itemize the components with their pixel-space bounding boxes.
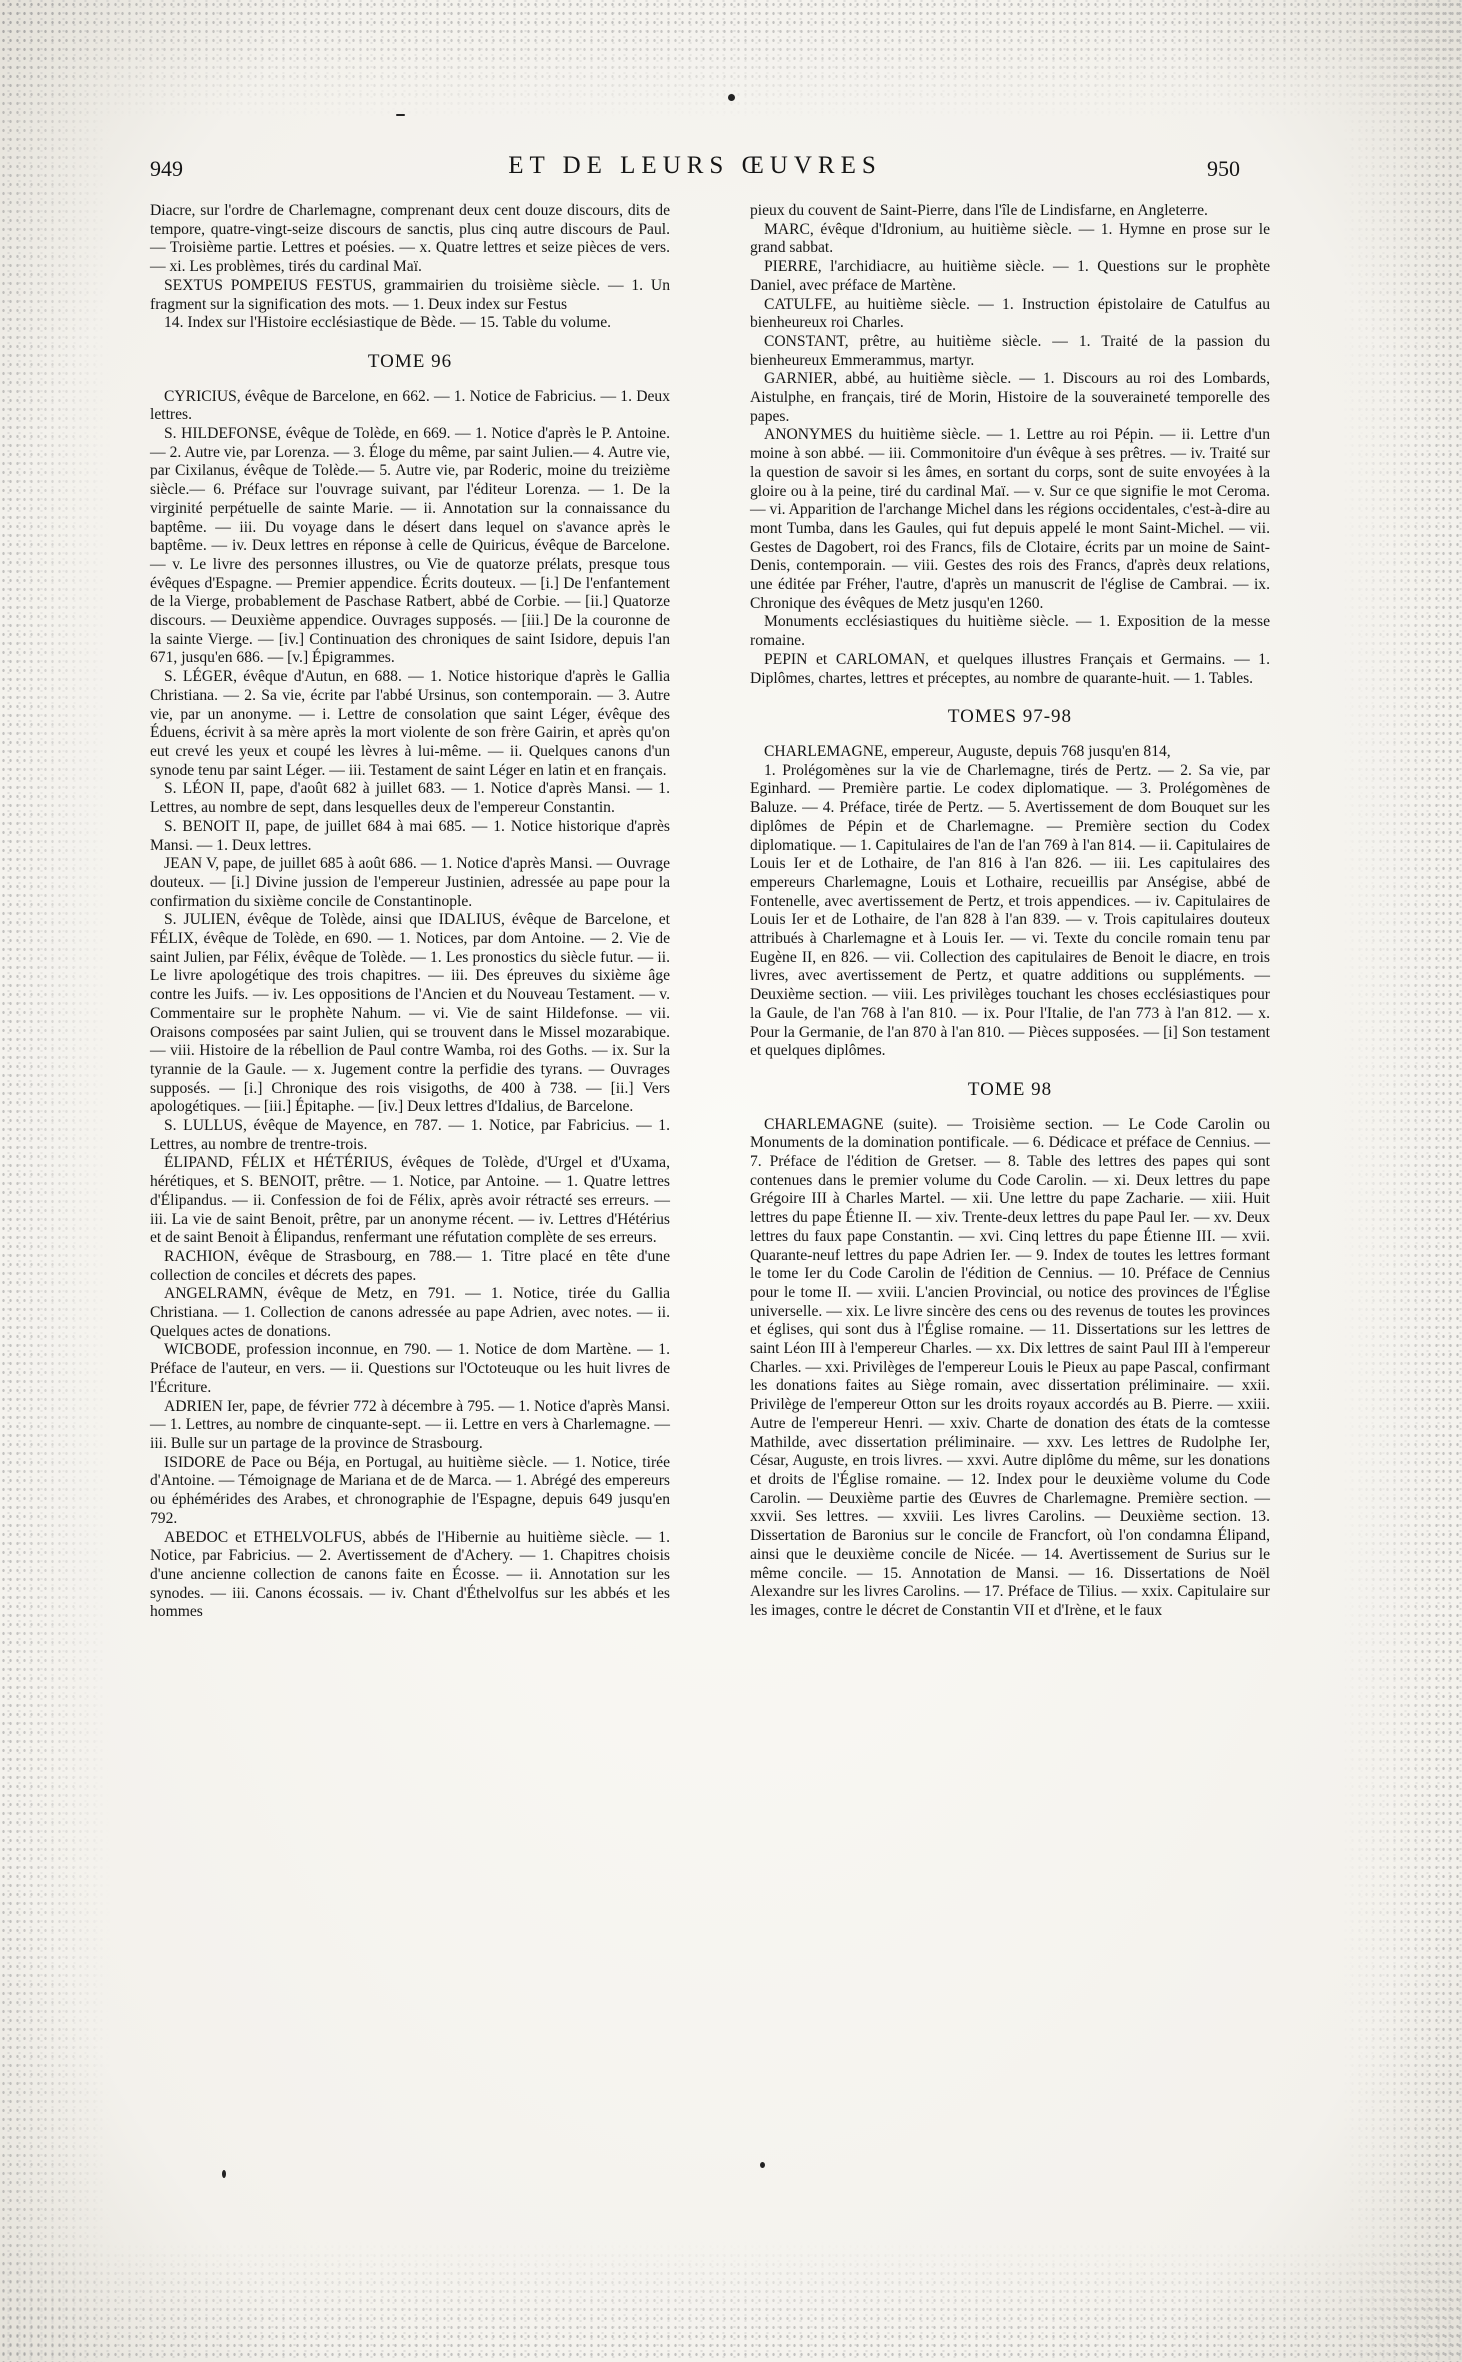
page-number-left: 949 <box>150 156 183 181</box>
entry-paragraph: S. HILDEFONSE, évêque de Tolède, en 669. — 1. Notice d'après le P. Antoine. — 2. Autre vie, par Lorenza. — 3. Éloge du même, par saint Julien.— 4. Autre vie, par Cixilanus, évêque de Tolède.— 5. Autre vie, par Roderic, moine du treizième siècle.— 6. Préface sur l'ouvrage suivant, par l'éditeur Lorenza. — 1. De la virginité perpétuelle de sainte Marie. — ii. Annotation sur la connaissance du baptême. — iii. Du voyage dans le désert dans lequel on s'avance après le baptême. — iv. Deux lettres en réponse à celle de Quiricus, évêque de Barcelone. — v. Le livre des personnes illustres, ou Vie de quatorze prélats, presque tous évêques d'Espagne. — Premier appendice. Écrits douteux. — [i.] De l'enfantement de la Vierge, probablement de Paschase Ratbert, abbé de Corbie. — [ii.] Quatorze discours. — Deuxième appendice. Ouvrages supposés. — [iii.] De la couronne de la sainte Vierge. — [iv.] Continuation des chroniques de saint Isidore, depuis l'an 671, jusqu'en 686. — [v.] Épigrammes. <box>150 425 670 667</box>
entry-paragraph: WICBODE, profession inconnue, en 790. — 1. Notice de dom Martène. — 1. Préface de l'auteur, en vers. — ii. Questions sur l'Octoteuque ou les huit livres de l'Écriture. <box>150 1341 670 1396</box>
entry-paragraph: ÉLIPAND, FÉLIX et HÉTÉRIUS, évêques de Tolède, d'Urgel et d'Uxama, hérétiques, et S. BENOIT, prêtre. — 1. Notice, par Antoine. — 1. Quatre lettres d'Élipandus. — ii. Confession de foi de Félix, après avoir rétracté ses erreurs. — iii. La vie de saint Benoit, prêtre, par un anonyme récent. — iv. Lettres d'Hétérius et de saint Benoit à Élipandus, renfermant une réfutation complète de ses erreurs. <box>150 1154 670 1247</box>
entry-paragraph: ANONYMES du huitième siècle. — 1. Lettre au roi Pépin. — ii. Lettre d'un moine à son abbé. — iii. Commonitoire d'un évêque à ses prêtres. — iv. Traité sur la question de savoir si les âmes, en sortant du corps, sont de suite envoyées à la gloire ou à la peine, tiré du cardinal Maï. — v. Sur ce que signifie le mot Ceroma. — vi. Apparition de l'archange Michel dans les régions occidentales, c'est-à-dire au mont Tumba, dans les Gaules, qui fut depuis appelé le mont Saint-Michel. — vii. Gestes de Dagobert, roi des Francs, fils de Clotaire, écrits par un moine de Saint-Denis, contemporain. — viii. Gestes des rois des Francs, d'après deux relations, une éditée par Fréher, l'autre, d'après un manuscrit de l'église de Cambrai. — ix. Chronique des évêques de Metz jusqu'en 1260. <box>750 426 1270 612</box>
entry-paragraph: S. LULLUS, évêque de Mayence, en 787. — 1. Notice, par Fabricius. — 1. Lettres, au nombre de trentre-trois. <box>150 1117 670 1153</box>
page-number-right: 950 <box>1207 156 1240 181</box>
entry-paragraph: Monuments ecclésiastiques du huitième siècle. — 1. Exposition de la messe romaine. <box>750 613 1270 650</box>
entry-paragraph: ADRIEN Ier, pape, de février 772 à décembre à 795. — 1. Notice d'après Mansi. — 1. Lettres, au nombre de cinquante-sept. — ii. Lettre en vers à Charlemagne. — iii. Bulle sur un partage de la province de Strasbourg. <box>150 1397 670 1452</box>
tome-heading: TOMES 97-98 <box>947 706 1073 728</box>
entry-paragraph: S. JULIEN, évêque de Tolède, ainsi que IDALIUS, évêque de Barcelone, et FÉLIX, évêque de Tolède, en 690. — 1. Notices, par dom Antoine. — 2. Vie de saint Julien, par Félix, évêque de Tolède. — 1. Les pronostics du siècle futur. — ii. Le livre apologétique des trois chapitres. — iii. Des épreuves du sixième âge contre les Juifs. — iv. Les oppositions de l'Ancien et du Nouveau Testament. — v. Commentaire sur le prophète Nahum. — vi. Vie de saint Hildefonse. — vii. Oraisons composées par saint Julien, qui se trouvent dans le Missel mozarabique. — viii. Histoire de la rébellion de Paul contre Wamba, roi des Goths. — ix. Sur la tyrannie de la Gaule. — x. Jugement contre la perfidie des tyrans. — Ouvrages supposés. — [i.] Chronique des rois visigoths, de 400 à 738. — [ii.] Vers apologétiques. — [iii.] Épitaphe. — [iv.] Deux lettres d'Idalius, de Barcelone. <box>150 911 670 1116</box>
ink-speck <box>728 94 735 101</box>
ink-speck <box>760 2162 765 2168</box>
ink-speck <box>222 2170 226 2178</box>
entry-paragraph: pieux du couvent de Saint-Pierre, dans l'île de Lindisfarne, en Angleterre. <box>750 202 1208 219</box>
entry-paragraph: PIERRE, l'archidiacre, au huitième siècle. — 1. Questions sur le prophète Daniel, avec préface de Martène. <box>750 258 1270 294</box>
ink-speck <box>396 114 405 116</box>
entry-paragraph: SEXTUS POMPEIUS FESTUS, grammairien du troisième siècle. — 1. Un fragment sur la signification des mots. — 1. Deux index sur Festus <box>150 276 670 313</box>
tome-heading: TOME 96 <box>367 350 453 372</box>
scan-noise-top <box>0 0 1462 120</box>
entry-paragraph: CHARLEMAGNE (suite). — Troisième section. — Le Code Carolin ou Monuments de la domination pontificale. — 6. Dédicace et préface de Cennius. — 7. Préface de l'édition de Gretser. — 8. Table des lettres des papes qui sont contenues dans le premier volume du Code Carolin. — xi. Deux lettres du pape Grégoire III à Charles Martel. — xii. Une lettre du pape Zacharie. — xiii. Huit lettres du pape Étienne II. — xiv. Trente-deux lettres du pape Paul Ier. — xv. Deux lettres du faux pape Constantin. — xvi. Cinq lettres du pape Étienne III. — xvii. Quarante-neuf lettres du pape Adrien Ier. — 9. Index de toutes les lettres formant le tome Ier du Code Carolin de l'édition de Cennius. — 10. Préface de Cennius pour le tome II. — xviii. L'ancien Provincial, ou notice des provinces de l'Église universelle. — xix. Le livre sincère des cens ou des revenus de toutes les provinces et églises, qui sont dus à l'Église romaine. — 11. Dissertations sur les lettres de saint Léon III à l'empereur Charles. — xx. Dix lettres de saint Paul III à l'empereur Charles. — xxi. Privilèges de l'empereur Louis le Pieux au pape Pascal, confirmant les donations faites au Siège romain, avec dissertation préliminaire. — xxii. Privilège de l'empereur Otton sur les droits royaux accordés au B. Pierre. — xxiii. Autre de l'empereur Henri. — xxiv. Charte de donation des états de la comtesse Mathilde, avec dissertation préliminaire. — xxv. Les lettres de Rudolphe Ier, César, Auguste, en trois livres. — xxvi. Autre diplôme du même, sur les donations et droits de l'Église romaine. — 12. Index pour le deuxième volume du Code Carolin. — Deuxième partie des Œuvres de Charlemagne. Première section. — xxvii. Ses lettres. — xxviii. Les livres Carolins. — Deuxième section. 13. Dissertation de Baronius sur le concile de Francfort, où l'on condamna Élipand, ainsi que le deuxième concile de Nicée. — 14. Avertissement de Surius sur le même concile. — 15. Annotation de Mansi. — 16. Dissertations de Noël Alexandre sur les livres Carolins. — 17. Préface de Tilius. — xxix. Capitulaire sur les images, contre le décret de Constantin VII et d'Irène, et le faux <box>750 1115 1270 1619</box>
entry-paragraph: PEPIN et CARLOMAN, et quelques illustres Français et Germains. — 1. Diplômes, chartes, lettres et préceptes, au nombre de quarante-huit. — 1. Tables. <box>750 650 1270 687</box>
entry-paragraph: ANGELRAMN, évêque de Metz, en 791. — 1. Notice, tirée du Gallia Christiana. — 1. Collection de canons adressée au pape Adrien, avec notes. — ii. Quelques actes de donations. <box>150 1285 670 1340</box>
entry-paragraph: S. BENOIT II, pape, de juillet 684 à mai 685. — 1. Notice historique d'après Mansi. — 1. Deux lettres. <box>150 817 670 854</box>
scan-noise-bottom <box>0 2242 1462 2362</box>
right-column <box>750 202 1270 1621</box>
entry-paragraph: JEAN V, pape, de juillet 685 à août 686. — 1. Notice d'après Mansi. — Ouvrage douteux. — [i.] Divine jussion de l'empereur Justinien, adressée au pape pour la confirmation du sixième concile de Constantinople. <box>150 855 670 910</box>
entry-paragraph: 14. Index sur l'Histoire ecclésiastique de Bède. — 15. Table du volume. <box>164 314 612 332</box>
entry-paragraph: S. LÉON II, pape, d'août 682 à juillet 683. — 1. Notice d'après Mansi. — 1. Lettres, au nombre de sept, dans lesquelles deux de l'empereur Constantin. <box>150 780 670 817</box>
running-header <box>150 150 1240 190</box>
entry-paragraph: CYRICIUS, évêque de Barcelone, en 662. — 1. Notice de Fabricius. — 1. Deux lettres. <box>150 387 670 424</box>
entry-paragraph: S. LÉGER, évêque d'Autun, en 688. — 1. Notice historique d'après le Gallia Christiana. — 2. Sa vie, écrite par l'abbé Ursinus, son contemporain. — 3. Autre vie, par un anonyme. — i. Lettre de consolation que saint Léger, évêque des Éduens, écrivit à sa mère après la mort violente de son frère Gairin, et après qu'on eut crevé les yeux et coupé les lèvres à lui-même. — ii. Quelques canons d'un synode tenu par saint Léger. — iii. Testament de saint Léger en latin et en français. <box>150 668 670 779</box>
running-title: ET DE LEURS ŒUVRES <box>508 152 882 179</box>
entry-paragraph: ISIDORE de Pace ou Béja, en Portugal, au huitième siècle. — 1. Notice, tirée d'Antoine. — Témoignage de Mariana et de de Marca. — 1. Abrégé des empereurs ou éphémérides des Arabes, et chronographie de l'Espagne, depuis 649 jusqu'en 792. <box>150 1453 670 1527</box>
entry-paragraph: MARC, évêque d'Idronium, au huitième siècle. — 1. Hymne en prose sur le grand sabbat. <box>750 220 1270 257</box>
entry-paragraph: 1. Prolégomènes sur la vie de Charlemagne, tirés de Pertz. — 2. Sa vie, par Eginhard. — Première partie. Le codex diplomatique. — 3. Prolégomènes de Baluze. — 4. Préface, tirée de Pertz. — 5. Avertissement de dom Bouquet sur les diplômes de Pépin et de Charlemagne. — Première section du Codex diplomatique. — 1. Capitulaires de l'an de l'an 769 à l'an 814. — ii. Capitulaires de Louis Ier et de Lothaire, de l'an 816 à l'an 826. — iii. Les capitulaires des empereurs Charlemagne, Louis et Lothaire, recueillis par Anségise, abbé de Fontenelle, avec avertissement de Pertz, et trois appendices. — iv. Capitulaires de Louis Ier et de Lothaire, de l'an 828 à l'an 839. — v. Trois capitulaires douteux attribués à Charlemagne et à Louis Ier. — vi. Texte du concile romain tenu par Eugène II, en 826. — vii. Collection des capitulaires de Benoit le diacre, en trois livres, avec avertissement de Pertz, et quatre additions ou suppléments. — Deuxième section. — viii. Les privilèges touchant les choses ecclésiastiques pour la Gaule, de l'an 768 à l'an 810. — ix. Pour l'Italie, de l'an 773 à l'an 812. — x. Pour la Germanie, de l'an 870 à l'an 810. — Pièces supposées. — [i] Son testament et quelques diplômes. <box>750 761 1270 1060</box>
entry-paragraph: Diacre, sur l'ordre de Charlemagne, comprenant deux cent douze discours, dits de tempore, quatre-vingt-seize discours de sanctis, plus cinq autre discours de Paul. — Troisième partie. Lettres et poésies. — x. Quatre lettres et seize pièces de vers. — xi. Les problèmes, tirés du cardinal Maï. <box>150 202 670 276</box>
left-column <box>150 202 670 1622</box>
scan-noise-right <box>1342 0 1462 2362</box>
entry-paragraph: ABEDOC et ETHELVOLFUS, abbés de l'Hibernie au huitième siècle. — 1. Notice, par Fabricius. — 2. Avertissement de d'Achery. — 1. Chapitres choisis d'une ancienne collection de canons faite en Écosse. — ii. Annotation sur les synodes. — iii. Canons écossais. — iv. Chant d'Éthelvolfus sur les abbés et les hommes <box>150 1528 670 1621</box>
scan-noise-left <box>0 0 110 2362</box>
entry-paragraph: CONSTANT, prêtre, au huitième siècle. — 1. Traité de la passion du bienheureux Emmerammus, martyr. <box>750 332 1270 369</box>
entry-paragraph: CHARLEMAGNE, empereur, Auguste, depuis 768 jusqu'en 814, <box>764 742 1171 760</box>
tome-heading: TOME 98 <box>967 1078 1053 1100</box>
entry-paragraph: RACHION, évêque de Strasbourg, en 788.— 1. Titre placé en tête d'une collection de conciles et décrets des papes. <box>150 1247 670 1284</box>
entry-paragraph: GARNIER, abbé, au huitième siècle. — 1. Discours au roi des Lombards, Aistulphe, en français, tiré de Morin, Histoire de la souveraineté temporelle des papes. <box>750 370 1270 425</box>
entry-paragraph: CATULFE, au huitième siècle. — 1. Instruction épistolaire de Catulfus au bienheureux roi Charles. <box>750 295 1270 332</box>
